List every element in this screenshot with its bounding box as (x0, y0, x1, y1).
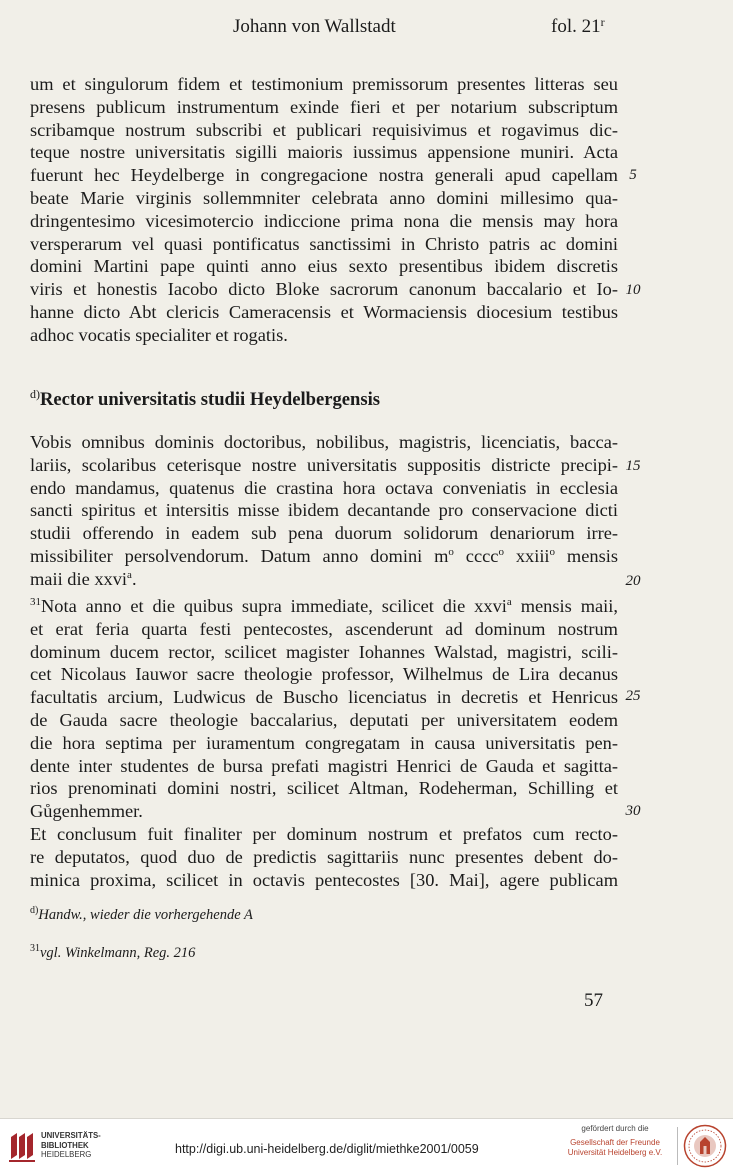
folio-label: fol. 21 (551, 16, 601, 37)
text-line: fuerunt hec Heydelberge in congregacione nostra generali apud capellam (30, 165, 618, 186)
line-number: 10 (625, 282, 641, 298)
text-line: Et conclusum fuit finaliter per dominum nostrum et prefatos cum recto- (30, 824, 618, 844)
university-seal-icon (683, 1124, 727, 1168)
text-line: cet Nicolaus Iauwor sacre theologie professor, Wilhelmus de Lira decanus (30, 664, 618, 685)
text-line: dringentesimo vicesimotercio indiccione prima nona die mensis may hora (30, 210, 618, 231)
text-line: beate Marie virginis sollemmniter celebrata anno domini millesimo qua- (30, 187, 618, 208)
folio-side: r (600, 15, 605, 29)
text-line: hanne dicto Abt clericis Cameracensis et Wormaciensis diocesium testibus (30, 301, 618, 322)
text-line: dente inter studentes de bursa prefati magistri Henrici de Gauda et sagitta- (30, 755, 618, 776)
text-line: et erat feria quarta festi pentecostes, ascenderunt ad dominum nostrum (30, 618, 618, 639)
text-line: de Gauda sacre theologie baccalarius, deputati per universitatem eodem (30, 709, 618, 730)
running-header (0, 16, 733, 40)
text-line: presens publicum instrumentum exinde fieri et per notarium subscriptum (30, 96, 618, 117)
text-line: lariis, scolaribus ceterisque nostre universitatis suppositis districte precipi- (30, 454, 618, 475)
text-line: rios prenominati domini nostri, scilicet Altman, Rodeherman, Schilling et (30, 778, 618, 799)
permalink-url[interactable]: http://digi.ub.uni-heidelberg.de/diglit/miethke2001/0059 (175, 1142, 479, 1156)
text-line: sancti spiritus et intersitis misse ibidem decantande pro conservacione dicti (30, 500, 618, 521)
footnote-marker: 31 (30, 943, 40, 954)
footnote-apparatus (30, 907, 253, 924)
text-line: minica proxima, scilicet in octavis pentecostes [30. Mai], agere publicam (30, 869, 618, 890)
footnote-text: Handw., wieder die vorhergehende A (38, 907, 253, 923)
footnote-text: vgl. Winkelmann, Reg. 216 (40, 945, 196, 961)
paragraph-notarial-closing (30, 73, 618, 347)
text-line: teque nostre universitatis sigilli maioris iussimus appensione muniri. Acta (30, 142, 618, 163)
text-line: viris et honestis Iacobo dicto Bloke sacrorum canonum baccalario et Io- (30, 279, 618, 300)
note-marker: 31 (30, 596, 41, 608)
paragraph-nota (30, 595, 618, 823)
text-line: um et singulorum fidem et testimonium premissorum presentes litteras seu (30, 74, 618, 94)
folio-reference (551, 16, 605, 38)
footer-divider (677, 1127, 678, 1165)
paragraph-rector-mandate (30, 431, 618, 591)
line-number: 5 (629, 167, 637, 183)
text-line-date: missibiliter persolvendorum. Datum anno domini $m^o$ cccc$^o$ xxiii$^o$ mensis (30, 545, 619, 566)
line-number: 25 (625, 688, 641, 704)
text-line: adhoc vocatis specialiter et rogatis. (30, 324, 288, 345)
text-line: endo mandamus, quatenus die crastina hora octava conveniatis in ecclesia (30, 477, 618, 498)
text-line: die hora septima per iuramentum congregatam in causa universitatis pen- (30, 732, 618, 753)
footnote-marker: d) (30, 905, 39, 916)
digital-library-footer (0, 1118, 733, 1171)
section-heading (30, 389, 380, 411)
text-line: dominum ducem rector, scilicet magister Iohannes Walstad, magistri, scili- (30, 641, 618, 662)
text-line: studii offerendo in eadem sub pena duorum solidorum denariorum irre- (30, 523, 618, 544)
heading-note-marker: d) (30, 387, 40, 401)
text-line: scribamque nostrum subscribi et publicari requisivimus et rogavimus dic- (30, 119, 618, 140)
text-line: Gůgenhemmer. (30, 801, 143, 822)
running-title: Johann von Wallstadt (233, 16, 396, 37)
heading-text: Rector universitatis studii Heydelbergensis (40, 389, 381, 410)
line-number: 15 (625, 458, 641, 474)
library-name: UNIVERSITÄTS- BIBLIOTHEK HEIDELBERG (41, 1131, 101, 1159)
sponsor-credit: gefördert durch die Gesellschaft der Freunde Universität Heidelberg e.V. (567, 1124, 663, 1157)
library-logo-icon (7, 1129, 37, 1163)
text-line: $^{31}$Nota anno et die quibus supra immediate, scilicet die xxvi$^a$ mensis maii, (30, 596, 618, 616)
text-line: Vobis omnibus dominis doctoribus, nobilibus, magistris, licenciatis, bacca- (30, 432, 618, 452)
line-number: 20 (625, 573, 641, 589)
text-line: domini Martini pape quinti anno eius sexto presentibus ibidem discretis (30, 256, 618, 277)
page-number: 57 (584, 990, 603, 1011)
line-number: 30 (625, 803, 641, 819)
text-line: maii die xxvi$^a$. (30, 568, 137, 589)
text-line: facultatis arcium, Ludwicus de Buscho licenciatus in decretis et Henricus (30, 687, 618, 708)
text-line: re deputatos, quod duo de predictis sagittariis nunc presentes debent do- (30, 846, 618, 867)
paragraph-conclusion (30, 823, 618, 891)
footnote-commentary (30, 945, 195, 962)
text-line: versperarum vel quasi pontificatus sanctissimi in Christo patris ac domini (30, 233, 618, 254)
